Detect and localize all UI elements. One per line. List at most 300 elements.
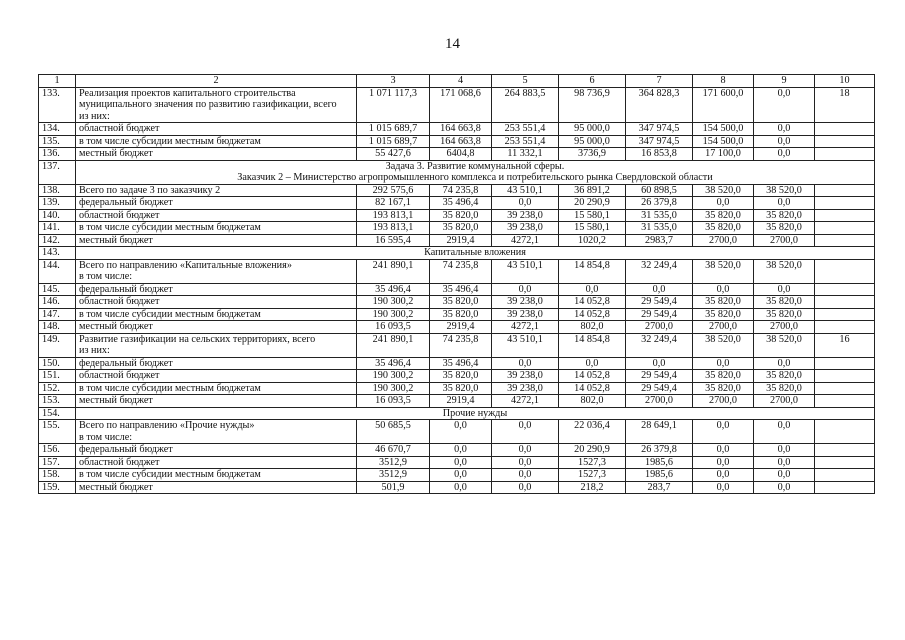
amount-cell: 0,0 (430, 469, 492, 482)
target-indicator-cell (815, 469, 875, 482)
amount-cell: 171 600,0 (693, 87, 754, 123)
amount-cell: 501,9 (357, 481, 430, 494)
amount-cell: 190 300,2 (357, 308, 430, 321)
row-label-text: местный бюджет (79, 481, 153, 493)
amount-cell: 2700,0 (693, 321, 754, 334)
amount-cell: 35 820,0 (754, 382, 815, 395)
amount-cell: 802,0 (559, 395, 626, 408)
row-number: 154. (39, 407, 76, 420)
amount-cell: 0,0 (693, 357, 754, 370)
amount-cell: 16 595,4 (357, 234, 430, 247)
amount-cell: 14 052,8 (559, 370, 626, 383)
target-indicator-cell (815, 222, 875, 235)
amount-cell: 35 820,0 (693, 370, 754, 383)
amount-cell: 264 883,5 (492, 87, 559, 123)
amount-cell: 35 496,4 (430, 357, 492, 370)
row-label (76, 370, 357, 383)
row-label-text: Развитие газификации на сельских территориях, всего (79, 333, 316, 345)
amount-cell: 4272,1 (492, 321, 559, 334)
column-header: 5 (492, 75, 559, 88)
amount-cell: 16 853,8 (626, 148, 693, 161)
target-indicator-cell (815, 283, 875, 296)
amount-cell: 39 238,0 (492, 296, 559, 309)
amount-cell: 28 649,1 (626, 420, 693, 444)
amount-cell: 0,0 (754, 123, 815, 136)
amount-cell: 347 974,5 (626, 135, 693, 148)
row-number: 139. (39, 197, 76, 210)
table-row (39, 234, 875, 247)
table-row (39, 222, 875, 235)
row-label (76, 333, 357, 357)
amount-cell: 1020,2 (559, 234, 626, 247)
amount-cell: 364 828,3 (626, 87, 693, 123)
amount-cell: 292 575,6 (357, 184, 430, 197)
row-number: 156. (39, 444, 76, 457)
column-header: 2 (76, 75, 357, 88)
row-number: 147. (39, 308, 76, 321)
amount-cell: 3512,9 (357, 456, 430, 469)
table-row (39, 382, 875, 395)
amount-cell: 1985,6 (626, 469, 693, 482)
amount-cell: 35 820,0 (693, 296, 754, 309)
amount-cell: 35 496,4 (357, 283, 430, 296)
target-indicator-cell (815, 444, 875, 457)
row-label (76, 197, 357, 210)
row-label (76, 444, 357, 457)
amount-cell: 35 820,0 (693, 209, 754, 222)
amount-cell: 0,0 (492, 456, 559, 469)
target-indicator-cell (815, 481, 875, 494)
amount-cell: 35 820,0 (430, 308, 492, 321)
amount-cell: 20 290,9 (559, 197, 626, 210)
amount-cell: 190 300,2 (357, 370, 430, 383)
amount-cell: 15 580,1 (559, 209, 626, 222)
row-number: 136. (39, 148, 76, 161)
amount-cell: 0,0 (430, 420, 492, 444)
table-row (39, 333, 875, 357)
amount-cell: 0,0 (754, 87, 815, 123)
row-label (76, 259, 357, 283)
amount-cell: 29 549,4 (626, 296, 693, 309)
amount-cell: 20 290,9 (559, 444, 626, 457)
row-label-text: Реализация проектов капитального строительства муниципального значения по развитию газификации, всего (79, 87, 337, 110)
section-heading: Капитальные вложения (424, 247, 526, 258)
amount-cell: 43 510,1 (492, 184, 559, 197)
amount-cell: 164 663,8 (430, 135, 492, 148)
row-number: 144. (39, 259, 76, 283)
amount-cell: 32 249,4 (626, 333, 693, 357)
amount-cell: 39 238,0 (492, 222, 559, 235)
row-label (76, 222, 357, 235)
target-indicator-cell (815, 456, 875, 469)
row-label (76, 308, 357, 321)
row-label (76, 382, 357, 395)
amount-cell: 0,0 (492, 197, 559, 210)
table-row (39, 469, 875, 482)
amount-cell: 35 496,4 (430, 197, 492, 210)
target-indicator-cell (815, 259, 875, 283)
row-number: 140. (39, 209, 76, 222)
row-label-text: в том числе субсидии местным бюджетам (79, 135, 261, 147)
amount-cell: 43 510,1 (492, 259, 559, 283)
amount-cell: 36 891,2 (559, 184, 626, 197)
row-label-text: областной бюджет (79, 123, 160, 134)
table-row (39, 259, 875, 283)
amount-cell: 55 427,6 (357, 148, 430, 161)
amount-cell: 1 015 689,7 (357, 135, 430, 148)
row-number: 151. (39, 370, 76, 383)
amount-cell: 1 015 689,7 (357, 123, 430, 136)
table-row (39, 148, 875, 161)
amount-cell: 35 820,0 (754, 370, 815, 383)
target-indicator-cell: 18 (815, 87, 875, 123)
row-label-text: областной бюджет (79, 209, 160, 221)
row-label-sub: из них: (79, 345, 110, 356)
amount-cell: 0,0 (693, 197, 754, 210)
row-number: 159. (39, 481, 76, 494)
target-indicator-cell (815, 420, 875, 444)
row-label (76, 123, 357, 136)
row-label (76, 184, 357, 197)
amount-cell: 35 820,0 (430, 296, 492, 309)
section-row (39, 407, 875, 420)
row-number: 135. (39, 135, 76, 148)
amount-cell: 0,0 (492, 357, 559, 370)
amount-cell: 35 496,4 (357, 357, 430, 370)
amount-cell: 0,0 (492, 444, 559, 457)
amount-cell: 38 520,0 (693, 184, 754, 197)
amount-cell: 0,0 (693, 283, 754, 296)
row-label-text: федеральный бюджет (79, 283, 173, 295)
amount-cell: 0,0 (693, 456, 754, 469)
table-row (39, 481, 875, 494)
row-label-sub: в том числе: (79, 431, 133, 443)
amount-cell: 35 820,0 (693, 308, 754, 321)
row-label (76, 481, 357, 494)
amount-cell: 0,0 (492, 283, 559, 296)
row-number: 148. (39, 321, 76, 334)
amount-cell: 3512,9 (357, 469, 430, 482)
column-header: 10 (815, 75, 875, 88)
row-number: 158. (39, 469, 76, 482)
row-label (76, 283, 357, 296)
amount-cell: 171 068,6 (430, 87, 492, 123)
target-indicator-cell (815, 197, 875, 210)
amount-cell: 2700,0 (693, 234, 754, 247)
column-header-row (39, 75, 875, 88)
amount-cell: 17 100,0 (693, 148, 754, 161)
amount-cell: 14 052,8 (559, 296, 626, 309)
target-indicator-cell (815, 395, 875, 408)
amount-cell: 1985,6 (626, 456, 693, 469)
amount-cell: 35 820,0 (693, 222, 754, 235)
amount-cell: 218,2 (559, 481, 626, 494)
row-label-text: местный бюджет (79, 234, 153, 246)
row-label (76, 148, 357, 161)
amount-cell: 0,0 (754, 420, 815, 444)
amount-cell: 190 300,2 (357, 382, 430, 395)
target-indicator-cell (815, 135, 875, 148)
target-indicator-cell (815, 296, 875, 309)
amount-cell: 38 520,0 (754, 184, 815, 197)
row-number: 142. (39, 234, 76, 247)
amount-cell: 43 510,1 (492, 333, 559, 357)
table-row (39, 395, 875, 408)
column-header: 7 (626, 75, 693, 88)
amount-cell: 26 379,8 (626, 444, 693, 457)
amount-cell: 0,0 (693, 444, 754, 457)
amount-cell: 154 500,0 (693, 135, 754, 148)
amount-cell: 2700,0 (754, 395, 815, 408)
target-indicator-cell (815, 308, 875, 321)
target-indicator-cell (815, 209, 875, 222)
section-customer: Заказчик 2 – Министерство агропромышленного комплекса и потребительского рынка Свердловской области (237, 172, 713, 183)
column-header: 1 (39, 75, 76, 88)
amount-cell: 35 496,4 (430, 283, 492, 296)
amount-cell: 0,0 (430, 456, 492, 469)
target-indicator-cell: 16 (815, 333, 875, 357)
section-title (76, 160, 875, 184)
row-label (76, 321, 357, 334)
row-label (76, 395, 357, 408)
table-row (39, 370, 875, 383)
row-number: 138. (39, 184, 76, 197)
amount-cell: 2700,0 (626, 395, 693, 408)
amount-cell: 22 036,4 (559, 420, 626, 444)
amount-cell: 0,0 (626, 283, 693, 296)
table-row (39, 321, 875, 334)
amount-cell: 0,0 (492, 420, 559, 444)
row-number: 149. (39, 333, 76, 357)
amount-cell: 31 535,0 (626, 209, 693, 222)
row-label-text: местный бюджет (79, 321, 153, 332)
amount-cell: 39 238,0 (492, 382, 559, 395)
row-label (76, 234, 357, 247)
target-indicator-cell (815, 184, 875, 197)
row-number: 143. (39, 247, 76, 260)
row-label-text: в том числе субсидии местным бюджетам (79, 308, 261, 320)
row-label (76, 469, 357, 482)
amount-cell: 46 670,7 (357, 444, 430, 457)
amount-cell: 4272,1 (492, 395, 559, 408)
amount-cell: 0,0 (626, 357, 693, 370)
amount-cell: 2919,4 (430, 395, 492, 408)
target-indicator-cell (815, 370, 875, 383)
amount-cell: 82 167,1 (357, 197, 430, 210)
section-heading: Задача 3. Развитие коммунальной сферы. (385, 160, 565, 172)
row-label-text: областной бюджет (79, 370, 160, 381)
amount-cell: 0,0 (754, 357, 815, 370)
amount-cell: 0,0 (693, 420, 754, 444)
amount-cell: 241 890,1 (357, 333, 430, 357)
row-label-text: Всего по задаче 3 по заказчику 2 (79, 184, 221, 196)
row-label-text: областной бюджет (79, 456, 160, 468)
amount-cell: 74 235,8 (430, 259, 492, 283)
amount-cell: 0,0 (430, 444, 492, 457)
amount-cell: 31 535,0 (626, 222, 693, 235)
row-number: 146. (39, 296, 76, 309)
row-label-text: в том числе субсидии местным бюджетам (79, 382, 261, 394)
amount-cell: 0,0 (693, 469, 754, 482)
amount-cell: 15 580,1 (559, 222, 626, 235)
row-label (76, 209, 357, 222)
amount-cell: 0,0 (430, 481, 492, 494)
table-row (39, 184, 875, 197)
section-row (39, 160, 875, 184)
amount-cell: 2700,0 (626, 321, 693, 334)
table-row (39, 357, 875, 370)
target-indicator-cell (815, 148, 875, 161)
section-title (76, 247, 875, 260)
amount-cell: 154 500,0 (693, 123, 754, 136)
row-label-text: Всего по направлению «Прочие нужды» (79, 420, 255, 431)
row-number: 137. (39, 160, 76, 184)
amount-cell: 802,0 (559, 321, 626, 334)
row-number: 153. (39, 395, 76, 408)
amount-cell: 38 520,0 (754, 259, 815, 283)
amount-cell: 50 685,5 (357, 420, 430, 444)
row-label-text: Всего по направлению «Капитальные вложения» (79, 259, 292, 271)
table-body (39, 75, 875, 494)
target-indicator-cell (815, 123, 875, 136)
row-label (76, 456, 357, 469)
row-label-text: федеральный бюджет (79, 357, 173, 369)
amount-cell: 1527,3 (559, 456, 626, 469)
amount-cell: 2700,0 (754, 234, 815, 247)
amount-cell: 35 820,0 (754, 222, 815, 235)
amount-cell: 14 052,8 (559, 308, 626, 321)
row-label-text: федеральный бюджет (79, 444, 173, 455)
table-row (39, 135, 875, 148)
amount-cell: 0,0 (754, 469, 815, 482)
amount-cell: 2983,7 (626, 234, 693, 247)
amount-cell: 0,0 (754, 135, 815, 148)
amount-cell: 190 300,2 (357, 296, 430, 309)
row-number: 152. (39, 382, 76, 395)
amount-cell: 2700,0 (693, 395, 754, 408)
row-label-text: местный бюджет (79, 395, 153, 406)
amount-cell: 14 052,8 (559, 382, 626, 395)
amount-cell: 347 974,5 (626, 123, 693, 136)
amount-cell: 0,0 (754, 456, 815, 469)
table-row (39, 123, 875, 136)
amount-cell: 39 238,0 (492, 209, 559, 222)
column-header: 4 (430, 75, 492, 88)
amount-cell: 0,0 (754, 283, 815, 296)
table-row (39, 283, 875, 296)
amount-cell: 0,0 (492, 469, 559, 482)
amount-cell: 29 549,4 (626, 370, 693, 383)
column-header: 9 (754, 75, 815, 88)
amount-cell: 4272,1 (492, 234, 559, 247)
amount-cell: 74 235,8 (430, 184, 492, 197)
amount-cell: 164 663,8 (430, 123, 492, 136)
row-label-text: в том числе субсидии местным бюджетам (79, 222, 261, 233)
amount-cell: 35 820,0 (430, 222, 492, 235)
column-header: 8 (693, 75, 754, 88)
amount-cell: 35 820,0 (754, 296, 815, 309)
amount-cell: 241 890,1 (357, 259, 430, 283)
table-row (39, 308, 875, 321)
section-row (39, 247, 875, 260)
amount-cell: 29 549,4 (626, 308, 693, 321)
amount-cell: 0,0 (693, 481, 754, 494)
target-indicator-cell (815, 357, 875, 370)
amount-cell: 1 071 117,3 (357, 87, 430, 123)
amount-cell: 11 332,1 (492, 148, 559, 161)
table-row (39, 87, 875, 123)
amount-cell: 253 551,4 (492, 123, 559, 136)
amount-cell: 74 235,8 (430, 333, 492, 357)
row-label-text: областной бюджет (79, 296, 160, 307)
amount-cell: 35 820,0 (430, 370, 492, 383)
page-number: 14 (445, 36, 460, 52)
amount-cell: 253 551,4 (492, 135, 559, 148)
column-header: 6 (559, 75, 626, 88)
amount-cell: 0,0 (559, 357, 626, 370)
amount-cell: 6404,8 (430, 148, 492, 161)
amount-cell: 39 238,0 (492, 370, 559, 383)
amount-cell: 95 000,0 (559, 123, 626, 136)
amount-cell: 1527,3 (559, 469, 626, 482)
row-number: 141. (39, 222, 76, 235)
amount-cell: 95 000,0 (559, 135, 626, 148)
amount-cell: 35 820,0 (430, 382, 492, 395)
amount-cell: 0,0 (754, 197, 815, 210)
amount-cell: 35 820,0 (430, 209, 492, 222)
amount-cell: 38 520,0 (693, 259, 754, 283)
section-title (76, 407, 875, 420)
amount-cell: 29 549,4 (626, 382, 693, 395)
section-heading: Прочие нужды (442, 407, 508, 419)
row-label-sub: в том числе: (79, 271, 133, 282)
amount-cell: 38 520,0 (693, 333, 754, 357)
row-label (76, 87, 357, 123)
amount-cell: 2919,4 (430, 321, 492, 334)
amount-cell: 35 820,0 (754, 209, 815, 222)
amount-cell: 0,0 (754, 444, 815, 457)
table-row (39, 296, 875, 309)
amount-cell: 0,0 (754, 148, 815, 161)
table-row (39, 209, 875, 222)
row-label (76, 135, 357, 148)
amount-cell: 60 898,5 (626, 184, 693, 197)
row-label-text: федеральный бюджет (79, 197, 173, 208)
amount-cell: 39 238,0 (492, 308, 559, 321)
table-row (39, 420, 875, 444)
row-number: 145. (39, 283, 76, 296)
amount-cell: 0,0 (559, 283, 626, 296)
row-label (76, 420, 357, 444)
row-number: 133. (39, 87, 76, 123)
amount-cell: 3736,9 (559, 148, 626, 161)
row-label-text: в том числе субсидии местным бюджетам (79, 469, 261, 480)
target-indicator-cell (815, 321, 875, 334)
amount-cell: 16 093,5 (357, 321, 430, 334)
budget-table (38, 74, 875, 494)
target-indicator-cell (815, 234, 875, 247)
amount-cell: 16 093,5 (357, 395, 430, 408)
row-number: 157. (39, 456, 76, 469)
row-number: 155. (39, 420, 76, 444)
amount-cell: 14 854,8 (559, 333, 626, 357)
row-label (76, 357, 357, 370)
table-row (39, 444, 875, 457)
amount-cell: 2919,4 (430, 234, 492, 247)
amount-cell: 98 736,9 (559, 87, 626, 123)
amount-cell: 283,7 (626, 481, 693, 494)
column-header: 3 (357, 75, 430, 88)
